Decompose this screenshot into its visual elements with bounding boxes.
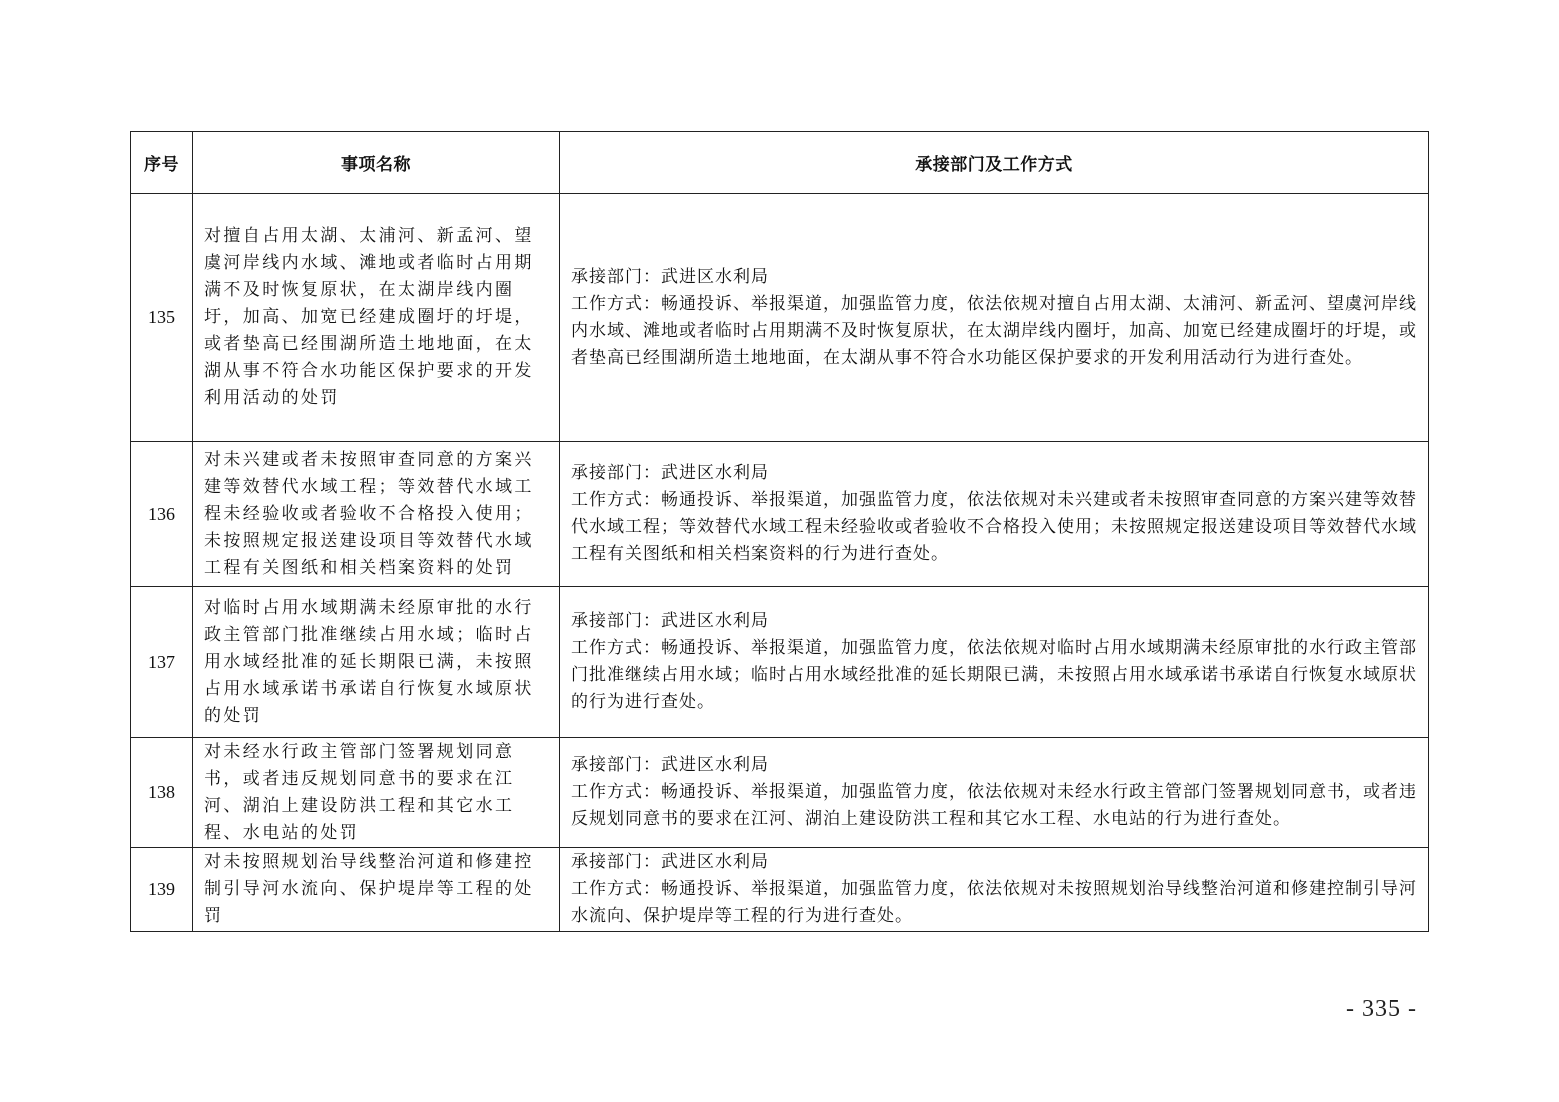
- row-item-name: 对未按照规划治导线整治河道和修建控制引导河水流向、保护堤岸等工程的处罚: [193, 848, 560, 932]
- table-header: [131, 132, 1429, 194]
- header-number: 序号: [131, 132, 193, 194]
- table-row: [131, 848, 1429, 932]
- department-line: 承接部门：武进区水利局: [571, 611, 769, 631]
- row-number: 135: [131, 194, 193, 442]
- method-line: 工作方式：畅通投诉、举报渠道，加强监管力度，依法依规对未经水行政主管部门签署规划同意书，或者违反规划同意书的要求在江河、湖泊上建设防洪工程和其它水工程、水电站的行为进行查处。: [571, 782, 1417, 829]
- row-number: 139: [131, 848, 193, 932]
- header-department-method: 承接部门及工作方式: [560, 132, 1429, 194]
- row-department-method: [560, 848, 1429, 932]
- row-item-name: 对临时占用水域期满未经原审批的水行政主管部门批准继续占用水域；临时占用水域经批准的延长期限已满，未按照占用水域承诺书承诺自行恢复水域原状的处罚: [193, 587, 560, 738]
- row-item-name: 对擅自占用太湖、太浦河、新孟河、望虞河岸线内水域、滩地或者临时占用期满不及时恢复原状，在太湖岸线内圈圩，加高、加宽已经建成圈圩的圩堤，或者垫高已经围湖所造土地地面，在太湖从事不符合水功能区保护要求的开发利用活动的处罚: [193, 194, 560, 442]
- table-row: [131, 587, 1429, 738]
- row-item-name: 对未经水行政主管部门签署规划同意书，或者违反规划同意书的要求在江河、湖泊上建设防洪工程和其它水工程、水电站的处罚: [193, 738, 560, 848]
- row-number: 136: [131, 442, 193, 587]
- department-line: 承接部门：武进区水利局: [571, 755, 769, 775]
- row-number: 138: [131, 738, 193, 848]
- method-line: 工作方式：畅通投诉、举报渠道，加强监管力度，依法依规对临时占用水域期满未经原审批的水行政主管部门批准继续占用水域；临时占用水域经批准的延长期限已满，未按照占用水域承诺书承诺自行恢复水域原状的行为进行查处。: [571, 638, 1417, 712]
- department-line: 承接部门：武进区水利局: [571, 463, 769, 483]
- row-number: 137: [131, 587, 193, 738]
- department-line: 承接部门：武进区水利局: [571, 852, 769, 872]
- department-line: 承接部门：武进区水利局: [571, 266, 769, 287]
- row-department-method: [560, 587, 1429, 738]
- method-line: 工作方式：畅通投诉、举报渠道，加强监管力度，依法依规对擅自占用太湖、太浦河、新孟河、望虞河岸线内水域、滩地或者临时占用期满不及时恢复原状，在太湖岸线内圈圩，加高、加宽已经建成圈圩的圩堤，或者垫高已经围湖所造土地地面，在太湖从事不符合水功能区保护要求的开发利用活动行为进行查处。: [571, 293, 1417, 368]
- table-row: [131, 738, 1429, 848]
- header-item-name: 事项名称: [193, 132, 560, 194]
- row-item-name: 对未兴建或者未按照审查同意的方案兴建等效替代水域工程；等效替代水域工程未经验收或者验收不合格投入使用；未按照规定报送建设项目等效替代水域工程有关图纸和相关档案资料的处罚: [193, 442, 560, 587]
- method-line: 工作方式：畅通投诉、举报渠道，加强监管力度，依法依规对未兴建或者未按照审查同意的方案兴建等效替代水域工程；等效替代水域工程未经验收或者验收不合格投入使用；未按照规定报送建设项目等效替代水域工程有关图纸和相关档案资料的行为进行查处。: [571, 490, 1417, 564]
- items-table: [130, 131, 1429, 932]
- table-row: [131, 442, 1429, 587]
- header-row: [131, 132, 1429, 194]
- row-department-method: [560, 442, 1429, 587]
- table-body: [131, 194, 1429, 932]
- row-department-method: [560, 194, 1429, 442]
- row-department-method: [560, 738, 1429, 848]
- method-line: 工作方式：畅通投诉、举报渠道，加强监管力度，依法依规对未按照规划治导线整治河道和修建控制引导河水流向、保护堤岸等工程的行为进行查处。: [571, 879, 1417, 926]
- table-row: [131, 194, 1429, 442]
- page-number: - 335 -: [1346, 996, 1417, 1022]
